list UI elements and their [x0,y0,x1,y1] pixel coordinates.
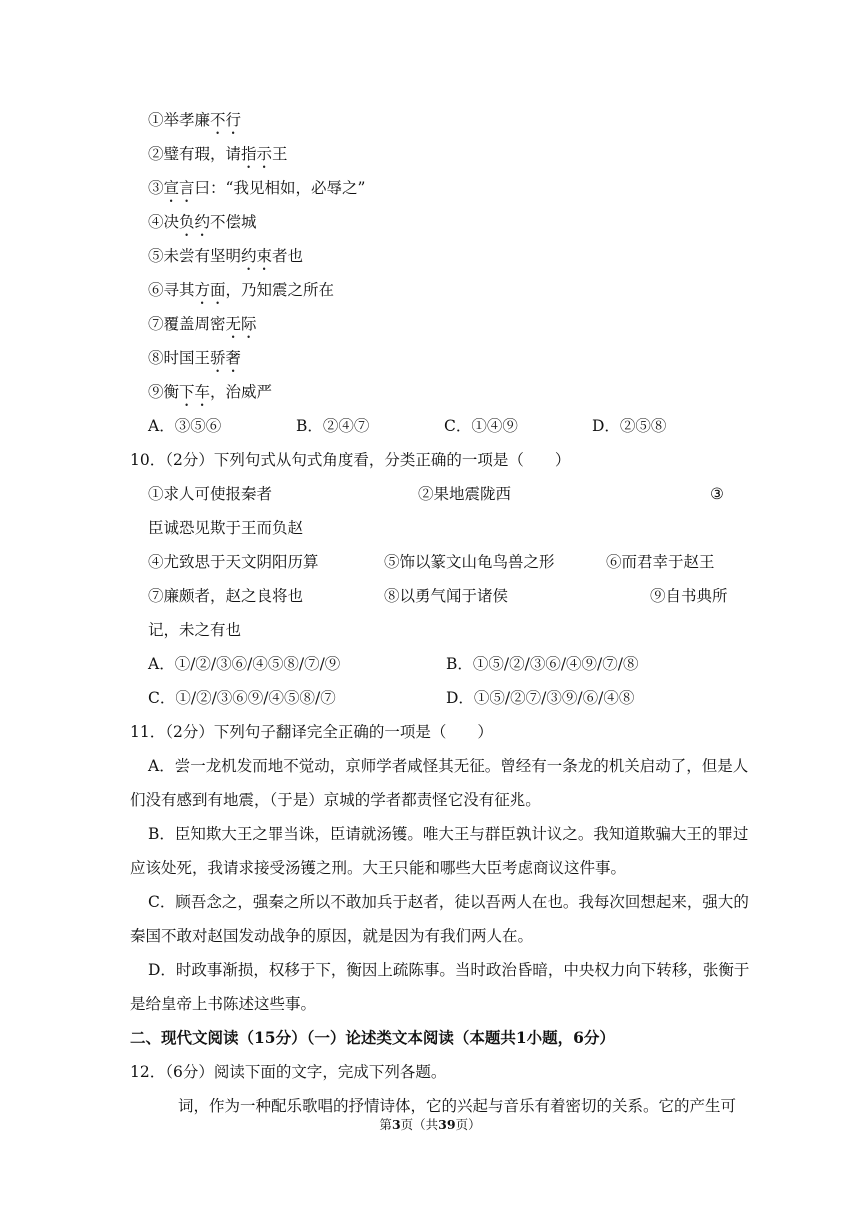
q9-item-3 [148,178,365,206]
q9-item-2 [148,144,288,172]
q10-option-b: B．①⑤/②/③⑥/④⑨/⑦/⑧ [446,655,639,673]
item-text: 时国王 [163,349,211,367]
item-text: 不偿城 [210,213,257,231]
q12-stem: 12．（6分）阅读下面的文字，完成下列各题。 [130,1063,447,1081]
q9-item-6 [148,280,334,308]
item-text: 决 [163,213,180,231]
item-number: ⑨ [148,383,164,401]
emphasized-word: 约束 [241,247,273,265]
q11-option-b-line1: B．臣知欺大王之罪当诛，臣请就汤镬。唯大王与群臣孰计议之。我知道欺骗大王的罪过 [148,825,749,843]
q10-item-8: ⑧以勇气闻于诸侯 [384,587,509,605]
page-total: 39 [438,1117,456,1132]
page-number: 3 [391,1117,401,1132]
item-text: 者也 [272,247,304,265]
q10-option-c: C．①/②/③⑥⑨/④⑤⑧/⑦ [148,689,336,707]
q9-item-5 [148,246,303,274]
q11-option-d-line2: 是给皇帝上书陈述这些事。 [130,995,317,1013]
q11-option-a-line2: 们没有感到有地震，（于是）京城的学者都责怪它没有征兆。 [130,791,541,809]
q10-item-6: ⑥而君幸于赵王 [606,553,715,571]
q10-item-9: ⑨自书典所 [650,587,728,605]
emphasized-word: 宣言 [163,179,195,197]
item-text: 曰：“我见相如，必辱之” [194,179,366,197]
q9-option-d: D．②⑤⑧ [592,417,667,435]
item-number: ⑦ [148,315,164,333]
q10-item-3-marker: ③ [710,485,724,503]
emphasized-word: 无际 [225,315,257,333]
item-text: 未尝有坚明 [163,247,242,265]
item-text: 衡 [163,383,180,401]
q12-paragraph: 词，作为一种配乐歌唱的抒情诗体，它的兴起与音乐有着密切的关系。它的产生可 [178,1097,737,1115]
emphasized-word: 下车 [179,383,211,401]
emphasized-word: 骄奢 [210,349,242,367]
emphasized-word: 方面 [194,281,226,299]
q10-option-a: A．①/②/③⑥/④⑤⑧/⑦/⑨ [148,655,341,673]
section-heading: 二、现代文阅读（15分）（一）论述类文本阅读（本题共1小题，6分） [130,1028,615,1047]
emphasized-word: 不行 [210,111,242,129]
q10-item-1: ①求人可使报秦者 [148,485,273,503]
q9-item-7 [148,314,257,342]
item-number: ⑧ [148,349,164,367]
item-number: ① [148,111,164,129]
item-text: 举孝廉 [163,111,211,129]
q9-option-a: A．③⑤⑥ [148,417,222,435]
page-footer: 第3页（共39页） [379,1117,481,1132]
q9-item-8 [148,348,241,376]
q9-item-4 [148,212,257,240]
item-text: ，治威严 [210,383,273,401]
q9-item-1 [148,110,241,138]
q11-option-c-line1: C．顾吾念之，强秦之所以不敢加兵于赵者，徒以吾两人在也。我每次回想起来，强大的 [148,893,749,911]
emphasized-word: 负约 [179,213,211,231]
q10-option-d: D．①⑤/②⑦/③⑨/⑥/④⑧ [446,689,635,707]
q9-item-9 [148,382,272,410]
q10-item-4: ④尤致思于天文阴阳历算 [148,553,319,571]
emphasized-word: 指示 [241,145,273,163]
q9-option-b: B．②④⑦ [296,417,370,435]
q11-option-c-line2: 秦国不敢对赵国发动战争的原因，就是因为有我们两人在。 [130,927,534,945]
q11-option-a-line1: A．尝一龙机发而地不觉动，京师学者咸怪其无征。曾经有一条龙的机关启动了，但是人 [148,757,749,775]
q11-option-b-line2: 应该处死，我请求接受汤镬之刑。大王只能和哪些大臣考虑商议这件事。 [130,859,627,877]
item-number: ② [148,145,164,163]
q10-item-2: ②果地震陇西 [418,485,512,503]
item-text: ，乃知震之所在 [225,281,335,299]
q10-item-9-cont: 记，未之有也 [148,621,242,639]
item-text: 寻其 [163,281,195,299]
item-text: 璧有瑕，请 [163,145,242,163]
item-number: ⑥ [148,281,164,299]
q10-item-7: ⑦廉颇者，赵之良将也 [148,587,304,605]
item-text: 王 [272,145,288,163]
item-number: ⑤ [148,247,164,265]
item-text: 覆盖周密 [163,315,226,333]
q11-option-d-line1: D．时政事渐损，权移于下，衡因上疏陈事。当时政治昏暗，中央权力向下转移，张衡于 [148,961,750,979]
q10-item-5: ⑤饰以篆文山龟鸟兽之形 [384,553,555,571]
item-number: ③ [148,179,164,197]
q11-stem: 11．（2分）下列句子翻译完全正确的一项是（ ） [130,723,493,741]
q10-stem: 10．（2分）下列句式从句式角度看，分类正确的一项是（ ） [130,451,571,469]
q9-option-c: C．①④⑨ [444,417,518,435]
q10-item-3-text: 臣诚恐见欺于王而负赵 [148,519,304,537]
item-number: ④ [148,213,164,231]
